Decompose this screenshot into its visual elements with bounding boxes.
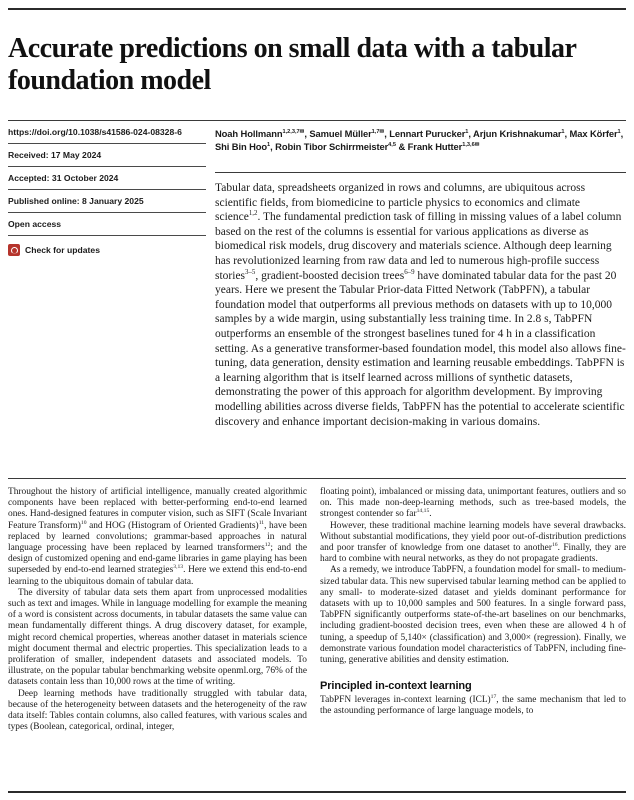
check-for-updates-badge[interactable]: [8, 236, 206, 262]
received-date: Received: 17 May 2024: [8, 144, 206, 167]
body-paragraph: Deep learning methods have traditionally struggled with tabular data, because of the heterogeneity between datasets and the heterogeneity of the raw data itself: Tables contain columns, also called features, with various scales and types (Boolean, categorical, ordinal, integer,: [8, 688, 307, 733]
abstract-body-divider: [8, 478, 626, 479]
top-rule: [8, 8, 626, 10]
body-paragraph: The diversity of tabular data sets them apart from unprocessed modalities such as text and images. While in language modelling for example the meaning of a word is consistent across documents, in tabular datasets the same value can mean fundamentally different things. A drug discovery dataset, for example, might record chemical properties, whereas another dataset in materials science might document thermal and electric properties. This specialization leads to a proliferation of smaller, independent datasets and associated models. To illustrate, on the popular tabular benchmarking website openml.org, 76% of the datasets contain less than 10,000 rows at the time of writing.: [8, 587, 307, 688]
doi-link[interactable]: https://doi.org/10.1038/s41586-024-08328-6: [8, 121, 206, 144]
page-title: Accurate predictions on small data with a tabular foundation model: [8, 32, 576, 96]
check-for-updates-label: Check for updates: [25, 245, 100, 255]
abstract-text: Tabular data, spreadsheets organized in rows and columns, are ubiquitous across scientific fields, from biomedicine to particle physics to economics and climate science$^{1,2}$. The fundamental prediction task of filling in missing values of a label column based on the rest of the columns is essential for various applications as diverse as biomedical risk models, drug discovery and materials science. Although deep learning has revolutionized learning from raw data and led to numerous high-profile success stories$^{3-5}$, gradient-boosted decision trees$^{6-9}$ have dominated tabular data for the past 20 years. Here we present the Tabular Prior-data Fitted Network (TabPFN), a tabular foundation model that outperforms all previous methods on datasets with up to 10,000 samples by a wide margin, using substantially less training time. In 2.8 s, TabPFN outperforms an ensemble of the strongest baselines tuned for 4 h in a classification setting. As a generative transformer-based foundation model, this model also allows fine-tuning, data generation, density estimation and learning reusable embeddings. TabPFN is a learning algorithm that is itself learned across millions of synthetic datasets, demonstrating the power of this approach for algorithm development. By improving modelling abilities across diverse fields, TabPFN has the potential to accelerate scientific discovery and enhance important decision-making in various domains.: [215, 182, 626, 428]
author-list: Noah Hollmann$^{1,2,3,7✉}$, Samuel Müller$^{1,7✉}$, Lennart Purucker$^1$, Arjun Krishnakumar$^1$, Max Körfer$^1$, Shi Bin Hoo$^1$, Robin Tibor Schirrmeister$^{4,5}$ & Frank Hutter$^{1,3,6✉}$: [215, 128, 624, 152]
cropped-header-remnant: [28, 0, 98, 4]
body-column-right: [320, 487, 626, 789]
authors-divider: [215, 172, 626, 173]
body-paragraph: As a remedy, we introduce TabPFN, a foundation model for small- to medium-sized tabular data. This new supervised tabular learning method can be applied to any small- to moderate-sized dataset and yields dominant performance for datasets with up to 10,000 samples and 500 features. In a single forward pass, TabPFN significantly outperforms state-of-the-art baselines on our benchmarks, including gradient-boosted decision trees, even when these are allowed 4 h of tuning, a speedup of 5,140× (classification) and 3,000× (regression). Finally, we demonstrate various foundation model characteristics of TabPFN, including fine-tuning, generative abilities and density estimation.: [320, 565, 626, 666]
accepted-date: Accepted: 31 October 2024: [8, 167, 206, 190]
article-metadata: [8, 121, 206, 262]
body-column-left: [8, 487, 307, 789]
bottom-rule: [8, 791, 626, 793]
body-paragraph: TabPFN leverages in-context learning (ICL)$^{17}$, the same mechanism that led to the astounding performance of large language models, to: [320, 694, 626, 717]
body-paragraph: floating point), imbalanced or missing data, unimportant features, outliers and so on. This made non-deep-learning methods, such as tree-based models, the strongest contender so far$^{14,15}$.: [320, 487, 626, 520]
crossmark-icon: [8, 244, 20, 256]
body-paragraph: However, these traditional machine learning models have several drawbacks. Without substantial modifications, they yield poor out-of-distribution predictions and poor transfer of knowledge from one dataset to another$^{16}$. Finally, they are hard to combine with neural networks, as they do not propagate gradients.: [320, 520, 626, 565]
body-paragraph: Throughout the history of artificial intelligence, manually created algorithmic components have been replaced with better-performing end-to-end learned ones. Hand-designed features in computer vision, such as SIFT (Scale Invariant Feature Transform)$^{10}$ and HOG (Histogram of Oriented Gradients)$^{11}$, have been replaced by learned convolutions; grammar-based approaches in natural language processing have been replaced by learned transformers$^{12}$; and the design of customized opening and end-game libraries in game playing has been superseded by end-to-end learned strategies$^{3,13}$. Here we extend this end-to-end learning to the ubiquitous domain of tabular data.: [8, 487, 307, 587]
section-heading: Principled in-context learning: [320, 680, 472, 693]
published-date: Published online: 8 January 2025: [8, 190, 206, 213]
open-access-label: Open access: [8, 213, 206, 236]
